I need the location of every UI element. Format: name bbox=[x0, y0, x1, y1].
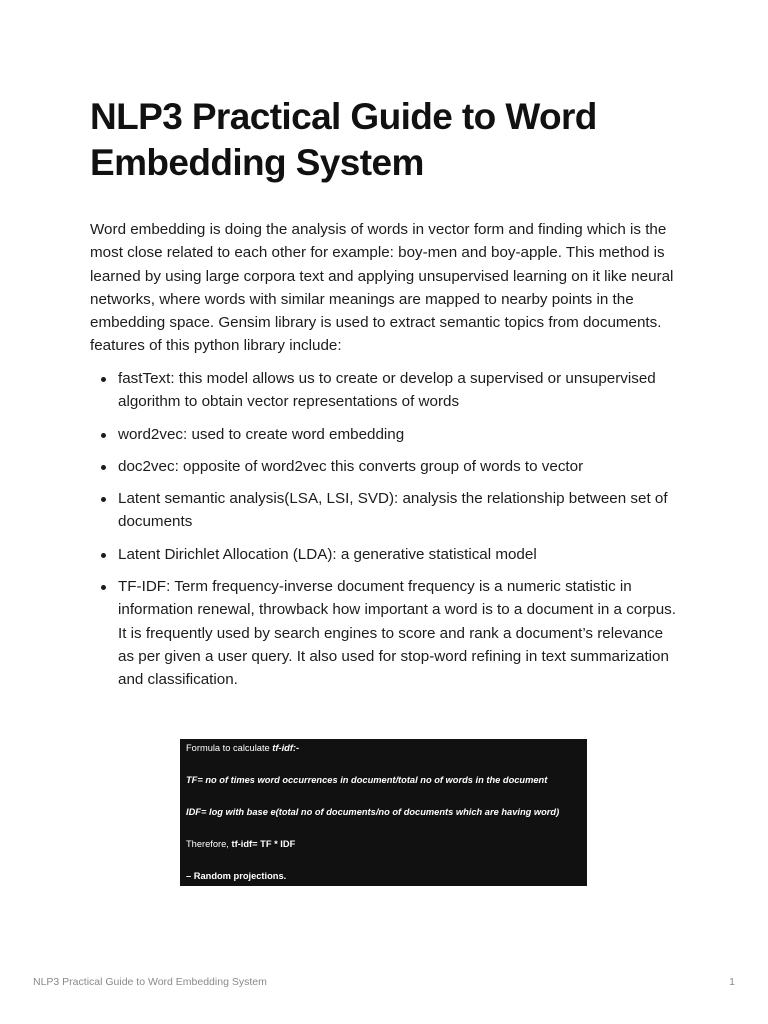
list-item: doc2vec: opposite of word2vec this converts group of words to vector bbox=[90, 455, 680, 478]
intro-paragraph: Word embedding is doing the analysis of words in vector form and finding which is the most close related to each other for example: boy-men and boy-apple. This method is learned by using large corpora text and applying unsupervised learning on it like neural networks, where words with similar meanings are mapped to nearby points in the embedding space. Gensim library is used to extract semantic topics from documents. features of this python library include: bbox=[90, 221, 674, 355]
tfidf-formula-image bbox=[180, 739, 587, 886]
formula-term: tf-idf:- bbox=[272, 743, 300, 753]
list-item: Latent semantic analysis(LSA, LSI, SVD): analysis the relationship between set of documents bbox=[90, 487, 680, 534]
formula-line-idf bbox=[186, 806, 559, 818]
list-item: word2vec: used to create word embedding bbox=[90, 423, 680, 446]
features-list bbox=[90, 367, 680, 701]
random-projections-text: – Random projections. bbox=[186, 871, 287, 881]
list-item: Latent Dirichlet Allocation (LDA): a generative statistical model bbox=[90, 543, 680, 566]
formula-line-random-projections bbox=[186, 870, 286, 882]
document-title: NLP3 Practical Guide to Word Embedding System bbox=[90, 96, 597, 183]
list-item: TF-IDF: Term frequency-inverse document frequency is a numeric statistic in information renewal, throwback how important a word is to a document in a corpus. It is frequently used by search engines to score and rank a document’s relevance as per given a user query. It also used for stop-word refining in text summarization and classification. bbox=[90, 575, 680, 691]
formula-intro-text: Formula to calculate bbox=[186, 743, 273, 753]
formula-therefore-text: Therefore, bbox=[186, 839, 232, 849]
tf-definition: TF= no of times word occurrences in document/total no of words in the document bbox=[186, 775, 548, 785]
formula-line-result bbox=[186, 838, 295, 850]
list-item: fastText: this model allows us to create or develop a supervised or unsupervised algorithm to obtain vector representations of words bbox=[90, 367, 680, 414]
formula-line-intro bbox=[186, 742, 299, 754]
formula-line-tf bbox=[186, 774, 547, 786]
idf-definition: IDF= log with base e(total no of documents/no of documents which are having word) bbox=[186, 807, 560, 817]
page-number: 1 bbox=[729, 976, 735, 988]
footer-title: NLP3 Practical Guide to Word Embedding System bbox=[33, 976, 267, 988]
tfidf-formula: tf-idf= TF * IDF bbox=[231, 839, 296, 849]
